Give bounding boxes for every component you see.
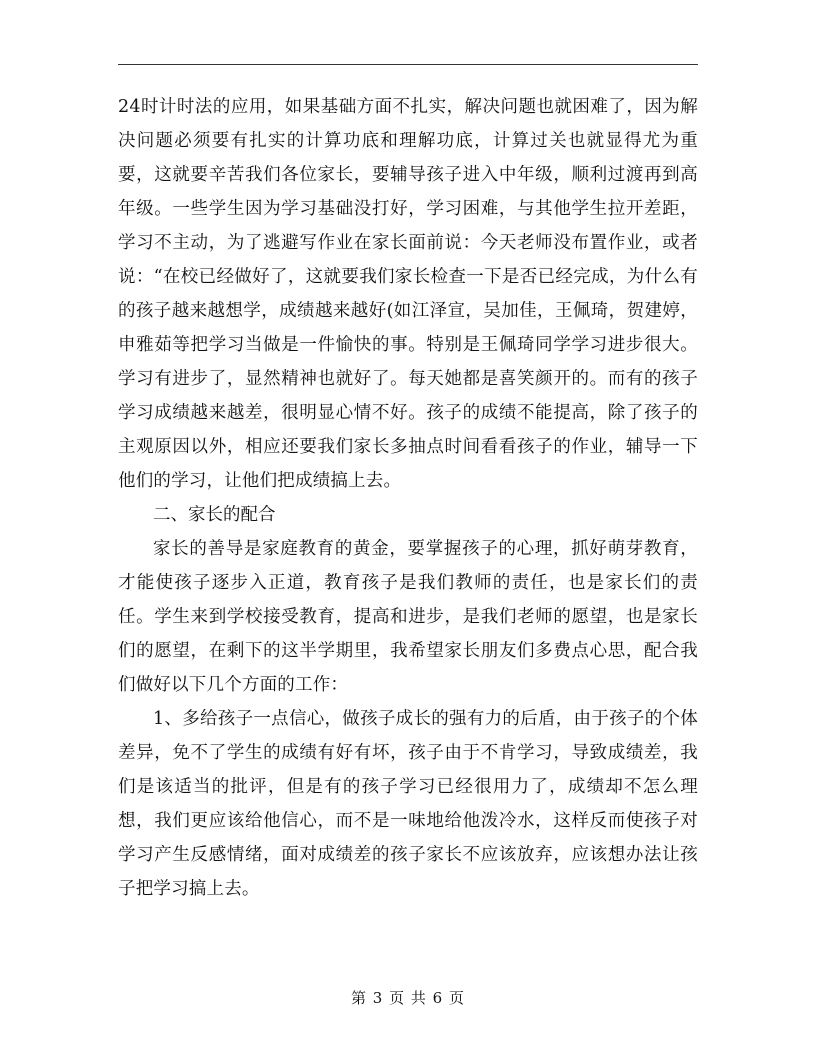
section-heading: 二、家长的配合 xyxy=(153,505,276,525)
paragraph-1: 24时计时法的应用，如果基础方面不扎实，解决问题也就困难了，因为解决问题必须要有扎实的计算功底和理解功底，计算过关也就显得尤为重要，这就要辛苦我们各位家长，要辅导孩子进入中年级，顺利过渡再到高年级。一些学生因为学习基础没打好，学习困难，与其他学生拉开差距，学习不主动，为了逃避写作业在家长面前说：今天老师没布置作业，或者说：“在校已经做好了，这就要我们家长检查一下是否已经完成，为什么有的孩子越来越想学，成绩越来越好(如江泽宣，吴加佳，王佩琦，贺建婷，申雅茹等把学习当做是一件愉快的事。特别是王佩琦同学学习进步很大。学习有进步了，显然精神也就好了。每天她都是喜笑颜开的。而有的孩子学习成绩越来越差，很明显心情不好。孩子的成绩不能提高，除了孩子的主观原因以外，相应还要我们家长多抽点时间看看孩子的作业，辅导一下他们的学习，让他们把成绩搞上去。 xyxy=(118,97,698,491)
document-body xyxy=(118,90,698,906)
paragraph-2: 家长的善导是家庭教育的黄金，要掌握孩子的心理，抓好萌芽教育，才能使孩子逐步入正道，教育孩子是我们教师的责任，也是家长们的责任。学生来到学校接受教育，提高和进步，是我们老师的愿望，也是家长们的愿望，在剩下的这半学期里，我希望家长朋友们多费点心思，配合我们做好以下几个方面的工作： xyxy=(118,539,698,695)
header-rule xyxy=(118,64,698,65)
paragraph-3: 1、多给孩子一点信心，做孩子成长的强有力的后盾，由于孩子的个体差异，免不了学生的成绩有好有坏，孩子由于不肯学习，导致成绩差，我们是该适当的批评，但是有的孩子学习已经很用力了，成绩却不怎么理想，我们更应该给他信心，而不是一味地给他泼冷水，这样反而使孩子对学习产生反感情绪，面对成绩差的孩子家长不应该放弃，应该想办法让孩子把学习搞上去。 xyxy=(118,709,698,899)
page-number-footer: 第 3 页 共 6 页 xyxy=(351,989,465,1007)
